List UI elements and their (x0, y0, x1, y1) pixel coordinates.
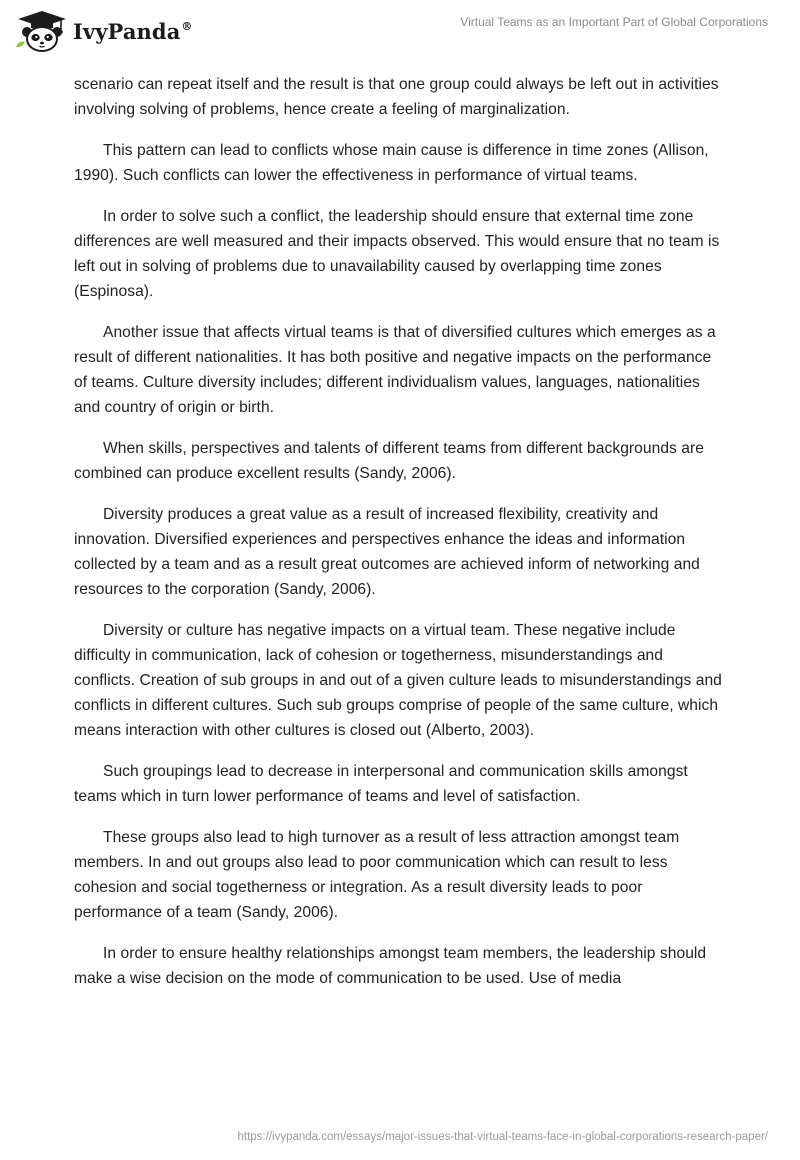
paragraph: Diversity produces a great value as a result of increased flexibility, creativity and innovation. Diversified experiences and perspectives enhance the ideas and information collected by a team and as a result great outcomes are achieved inform of networking and resources to the corporation (Sandy, 2006). (74, 506, 700, 598)
paragraph: Another issue that affects virtual teams is that of diversified cultures which emerges as a result of different nationalities. It has both positive and negative impacts on the performance of teams. Culture diversity includes; different individualism values, languages, nationalities and country of origin or birth. (74, 324, 716, 416)
paragraph: Such groupings lead to decrease in interpersonal and communication skills amongst teams which in turn lower performance of teams and level of satisfaction. (74, 763, 688, 805)
source-url-link[interactable]: https://ivypanda.com/essays/major-issues-that-virtual-teams-face-in-global-corporations-research-paper/ (237, 1131, 768, 1143)
panda-graduate-icon (14, 9, 70, 53)
brand-logo[interactable] (14, 9, 193, 53)
document-title: Virtual Teams as an Important Part of Global Corporations (460, 15, 768, 29)
paragraph: scenario can repeat itself and the result is that one group could always be left out in activities involving solving of problems, hence create a feeling of marginalization. (74, 76, 719, 118)
paragraph: These groups also lead to high turnover as a result of less attraction amongst team members. In and out groups also lead to poor communication which can result to less cohesion and social togetherness or integration. As a result diversity leads to poor performance of a team (Sandy, 2006). (74, 829, 680, 921)
paragraph: When skills, perspectives and talents of different teams from different backgrounds are combined can produce excellent results (Sandy, 2006). (74, 440, 704, 482)
registered-mark: ® (181, 19, 193, 33)
paragraph: Diversity or culture has negative impacts on a virtual team. These negative include difficulty in communication, lack of cohesion or togetherness, misunderstandings and conflicts. Creation of sub groups in and out of a given culture leads to misunderstandings and conflicts in different cultures. Such sub groups comprise of people of the same culture, which means interaction with other cultures is closed out (Alberto, 2003). (74, 622, 722, 739)
paragraph: This pattern can lead to conflicts whose main cause is difference in time zones (Allison, 1990). Such conflicts can lower the effectiveness in performance of virtual teams. (74, 142, 709, 184)
article-body (74, 72, 726, 1007)
paragraph: In order to ensure healthy relationships amongst team members, the leadership should make a wise decision on the mode of communication to be used. Use of media (74, 945, 707, 987)
brand-name: IvyPanda® (73, 18, 193, 44)
page-header (0, 0, 800, 70)
paragraph: In order to solve such a conflict, the leadership should ensure that external time zone differences are well measured and their impacts observed. This would ensure that no team is left out in solving of problems due to unavailability caused by overlapping time zones (Espinosa). (74, 208, 720, 300)
